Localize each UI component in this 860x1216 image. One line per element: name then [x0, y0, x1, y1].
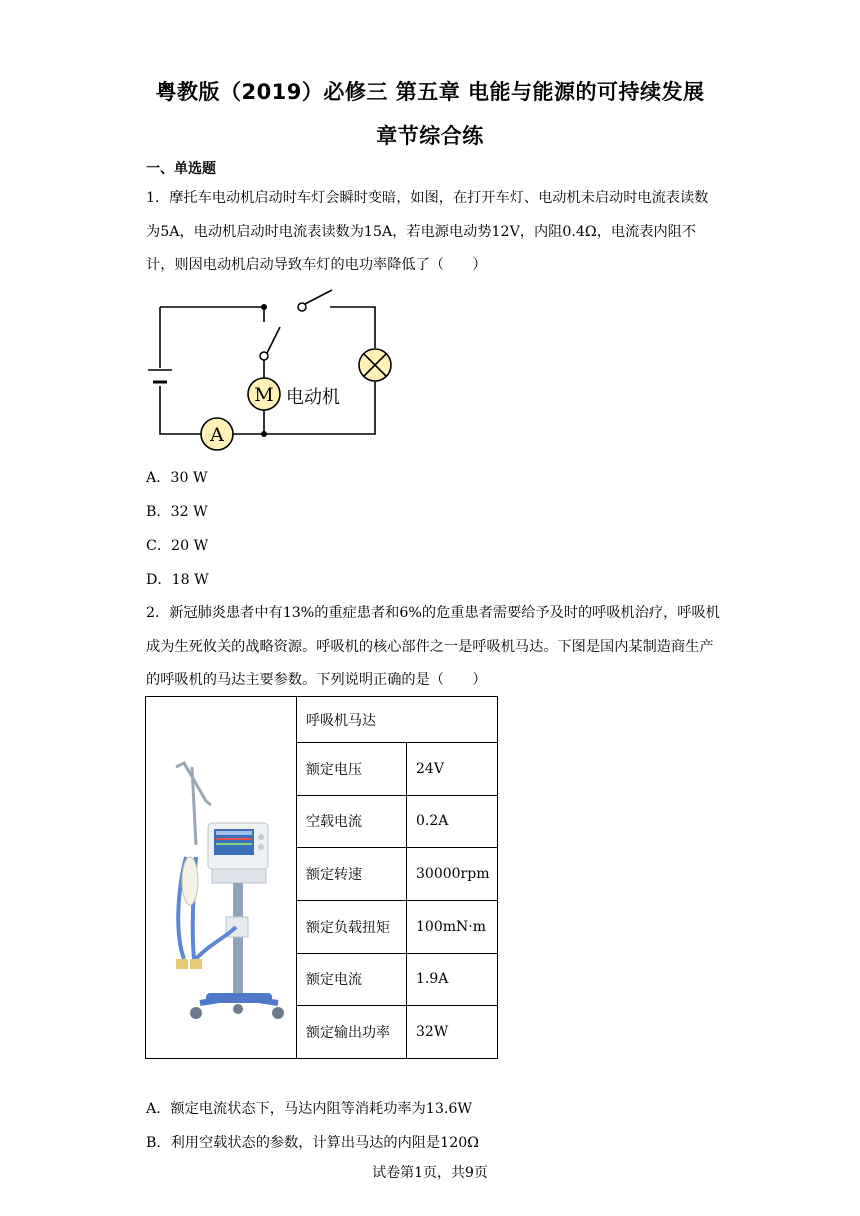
question-1-stem: 1．摩托车电动机启动时车灯会瞬时变暗，如图，在打开车灯、电动机未启动时电流表读数为5A，电动机启动时电流表读数为15A，若电源电动势12V，内阻0.4Ω，电流表内阻不计，则因电动机启动导致车灯的电功率降低了（ ）: [146, 190, 709, 273]
switch-icon: [298, 290, 332, 311]
section-heading: 一、单选题: [146, 161, 216, 177]
circuit-diagram: [140, 282, 400, 452]
junction-dot: [261, 431, 267, 437]
table-cell-label: 额定负载扭矩: [297, 900, 407, 953]
question-2-stem: 2．新冠肺炎患者中有13%的重症患者和6%的危重患者需要给予及时的呼吸机治疗，呼吸机成为生死攸关的战略资源。呼吸机的核心部件之一是呼吸机马达。下图是国内某制造商生产的呼吸机的马达主要参数。下列说明正确的是（ ）: [146, 605, 720, 688]
battery-icon: [148, 370, 172, 382]
page-title: 粤教版（2019）必修三 第五章 电能与能源的可持续发展: [155, 80, 705, 104]
q1-option-d: D．18 W: [146, 572, 209, 588]
page-footer: 试卷第1页，共9页: [372, 1165, 488, 1181]
motor-parameter-table: [145, 696, 498, 1059]
table-cell-label: 额定电流: [297, 953, 407, 1006]
table-header: 呼吸机马达: [297, 697, 498, 743]
q1-option-a: A．30 W: [146, 470, 208, 486]
table-cell-label: 空载电流: [297, 795, 407, 848]
q2-option-b: B．利用空载状态的参数，计算出马达的内阻是120Ω: [146, 1135, 480, 1151]
motor-label: 电动机: [286, 387, 340, 408]
table-cell-label: 额定电压: [297, 743, 407, 796]
q1-option-c: C．20 W: [146, 538, 209, 554]
ventilator-icon: [146, 697, 296, 1054]
table-cell-value: 0.2A: [407, 795, 498, 848]
table-cell-label: 额定转速: [297, 848, 407, 901]
table-cell-value: 30000rpm: [407, 848, 498, 901]
page-subtitle: 章节综合练: [376, 124, 484, 148]
lamp-icon: [359, 349, 391, 381]
ammeter-icon: [201, 418, 233, 450]
table-cell-value: 100mN·m: [407, 900, 498, 953]
table-cell-value: 32W: [407, 1006, 498, 1059]
motor-switch-icon: [260, 327, 280, 360]
table-cell-label: 额定输出功率: [297, 1006, 407, 1059]
motor-icon: [248, 378, 280, 410]
junction-dot: [261, 304, 267, 310]
table-cell-value: 1.9A: [407, 953, 498, 1006]
motor-symbol: M: [254, 384, 274, 406]
ventilator-image-cell: [146, 697, 297, 1059]
table-cell-value: 24V: [407, 743, 498, 796]
q1-option-b: B．32 W: [146, 504, 208, 520]
q2-option-a: A．额定电流状态下，马达内阻等消耗功率为13.6W: [146, 1101, 472, 1117]
ammeter-symbol: A: [210, 424, 224, 446]
